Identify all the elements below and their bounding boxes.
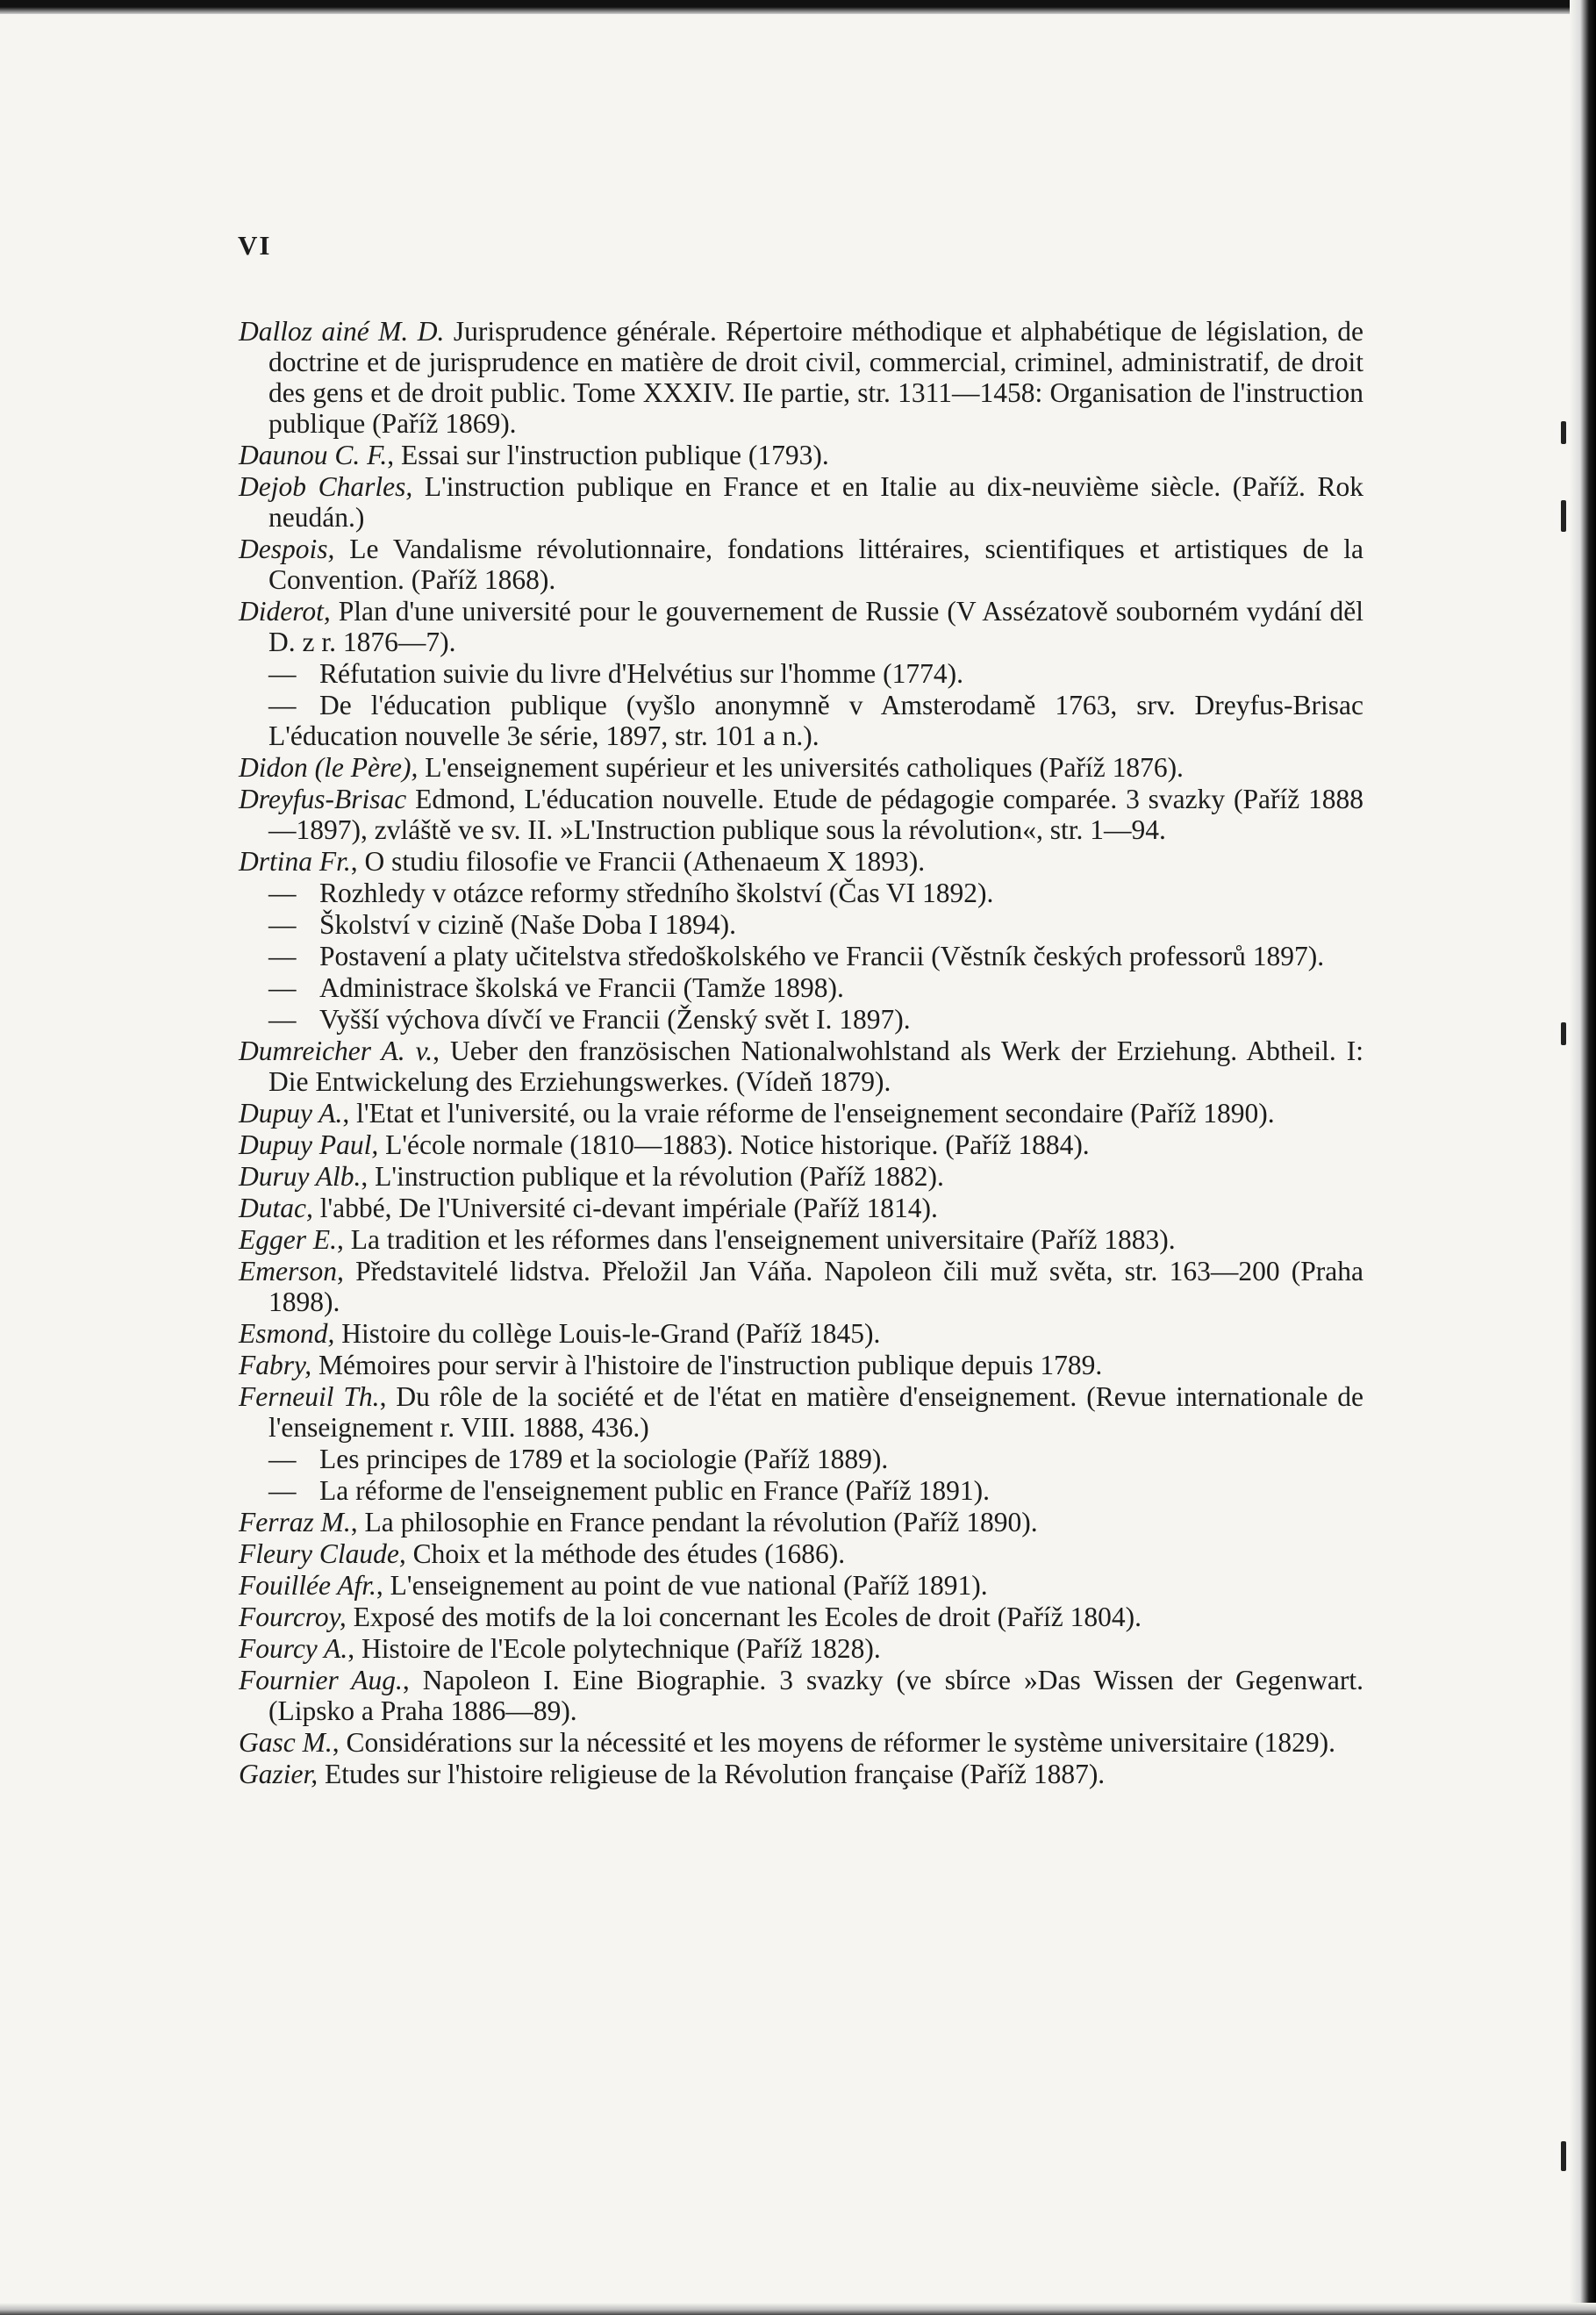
- em-dash: —: [268, 941, 297, 971]
- entry-text: Le Vandalisme révolutionnaire, fondations littéraires, scientifiques et artistiques de la Convention. (Paříž 1868).: [268, 534, 1363, 595]
- bibliography-entry: [239, 471, 1363, 533]
- entry-author: Dejob Charles,: [239, 471, 413, 502]
- entry-text: L'instruction publique en France et en Italie au dix-neuvième siècle. (Paříž. Rok neudán.): [268, 471, 1363, 533]
- bibliography-entry: [239, 1193, 1363, 1223]
- entry-author: Dreyfus-Brisac: [239, 784, 407, 814]
- entry-text: Školství v cizině (Naše Doba I 1894).: [319, 909, 737, 940]
- entry-author: Fourcroy,: [239, 1602, 347, 1632]
- bibliography-entry: [239, 1350, 1363, 1380]
- entry-author: Duruy Alb.: [239, 1161, 361, 1192]
- margin-mark: [1561, 421, 1566, 444]
- entry-author: Drtina Fr.: [239, 846, 351, 877]
- entry-text: Postavení a platy učitelstva středoškolského ve Francii (Věstník českých professorů 1897).: [319, 941, 1325, 971]
- bibliography-subentry: [239, 909, 1363, 940]
- entry-text: Etudes sur l'histoire religieuse de la Révolution française (Paříž 1887).: [318, 1759, 1106, 1789]
- bibliography-entry: [239, 1256, 1363, 1317]
- entry-text: Představitelé lidstva. Přeložil Jan Váňa. Napoleon čili muž světa, str. 163—200 (Praha 1898).: [268, 1256, 1363, 1317]
- bibliography-entry: [239, 1098, 1363, 1129]
- bibliography-entry: [239, 1224, 1363, 1255]
- bibliography-entry: [239, 1570, 1363, 1601]
- page-number: VI: [238, 230, 272, 261]
- entry-text: Choix et la méthode des études (1686).: [405, 1538, 846, 1569]
- bibliography-subentry: [239, 941, 1363, 971]
- entry-text: , L'instruction publique et la révolution (Paříž 1882).: [361, 1161, 944, 1192]
- bibliography-subentry: [239, 878, 1363, 908]
- margin-mark: [1561, 500, 1566, 532]
- entry-text: Vyšší výchova dívčí ve Francii (Ženský svět I. 1897).: [319, 1004, 911, 1035]
- entry-author: Dupuy Paul,: [239, 1129, 379, 1160]
- entry-text: Jurisprudence générale. Répertoire méthodique et alphabétique de législation, de doctrine et de jurisprudence en matière de droit civil, commercial, criminel, administratif, de droit des gens et de droit public. Tome XXXIV. IIe partie, str. 1311—1458: Organisation de l'instruction publique (Paříž 1869).: [268, 316, 1364, 439]
- entry-author: Fabry,: [239, 1350, 312, 1380]
- bibliography-entry: [239, 534, 1363, 595]
- bibliography-entry: [239, 596, 1363, 657]
- entry-text: La réforme de l'enseignement public en France (Paříž 1891).: [319, 1475, 990, 1506]
- entry-author: Despois,: [239, 534, 335, 564]
- entry-text: Rozhledy v otázce reformy středního školství (Čas VI 1892).: [319, 878, 994, 908]
- entry-author: Fouillée Afr.: [239, 1570, 376, 1601]
- bibliography-entry: [239, 440, 1363, 470]
- entry-text: Edmond, L'éducation nouvelle. Etude de pédagogie comparée. 3 svazky (Paříž 1888—1897), zvláště ve sv. II. »L'Instruction publique sous la révolution«, str. 1—94.: [268, 784, 1363, 845]
- entry-text: , La philosophie en France pendant la révolution (Paříž 1890).: [350, 1507, 1038, 1537]
- scan-bottom-edge: [0, 2303, 1596, 2315]
- bibliography-subentry: [239, 1475, 1363, 1506]
- em-dash: —: [268, 1444, 297, 1474]
- entry-text: l'abbé, De l'Université ci-devant impériale (Paříž 1814).: [312, 1193, 938, 1223]
- bibliography-entry: [239, 1633, 1363, 1664]
- entry-author: Gasc M.: [239, 1727, 333, 1758]
- entry-author: Dutac,: [239, 1193, 313, 1223]
- bibliography-subentry: [239, 690, 1363, 751]
- entry-text: , Napoleon I. Eine Biographie. 3 svazky (ve sbírce »Das Wissen der Gegenwart. (Lipsko a Praha 1886—89).: [268, 1665, 1363, 1726]
- entry-text: L'école normale (1810—1883). Notice historique. (Paříž 1884).: [378, 1129, 1090, 1160]
- bibliography-entry: [239, 1759, 1363, 1789]
- em-dash: —: [268, 1004, 297, 1035]
- em-dash: —: [268, 909, 297, 940]
- bibliography-entry: [239, 1381, 1363, 1443]
- entry-text: , O studiu filosofie ve Francii (Athenaeum X 1893).: [350, 846, 926, 877]
- bibliography-entry: [239, 1507, 1363, 1537]
- entry-text: , La tradition et les réformes dans l'enseignement universitaire (Paříž 1883).: [336, 1224, 1176, 1255]
- bibliography-entry: [239, 1318, 1363, 1349]
- bibliography-entry: [239, 752, 1363, 783]
- entry-author: Fleury Claude,: [239, 1538, 406, 1569]
- bibliography-entry: [239, 1161, 1363, 1192]
- entry-author: Daunou C. F.: [239, 440, 388, 470]
- entry-author: Ferneuil Th.: [239, 1381, 380, 1412]
- bibliography-entry: [239, 1129, 1363, 1160]
- bibliography-entry: [239, 1602, 1363, 1632]
- entry-text: Réfutation suivie du livre d'Helvétius sur l'homme (1774).: [319, 658, 963, 689]
- entry-author: Didon (le Père),: [239, 752, 419, 783]
- entry-text: L'enseignement supérieur et les universités catholiques (Paříž 1876).: [418, 752, 1184, 783]
- entry-author: Gazier,: [239, 1759, 318, 1789]
- bibliography-entry: [239, 316, 1363, 439]
- bibliography-subentry: [239, 658, 1363, 689]
- entry-text: , Considérations sur la nécessité et les moyens de réformer le système universitaire (1829).: [332, 1727, 1336, 1758]
- entry-text: Exposé des motifs de la loi concernant les Ecoles de droit (Paříž 1804).: [346, 1602, 1142, 1632]
- bibliography-entry: [239, 784, 1363, 845]
- entry-text: , Du rôle de la société et de l'état en matière d'enseignement. (Revue internationale de l'enseignement r. VIII. 1888, 436.): [268, 1381, 1363, 1443]
- margin-mark: [1561, 1022, 1566, 1045]
- em-dash: —: [268, 690, 297, 720]
- bibliography-entry: [239, 1665, 1363, 1726]
- entry-author: Egger E.: [239, 1224, 337, 1255]
- em-dash: —: [268, 1475, 297, 1506]
- entry-text: Les principes de 1789 et la sociologie (Paříž 1889).: [319, 1444, 889, 1474]
- entry-author: Diderot,: [239, 596, 331, 627]
- entry-author: Esmond,: [239, 1318, 335, 1349]
- entry-text: , L'enseignement au point de vue national (Paříž 1891).: [376, 1570, 988, 1601]
- entry-author: Emerson,: [239, 1256, 344, 1287]
- bibliography-entry: [239, 1727, 1363, 1758]
- entry-text: , l'Etat et l'université, ou la vraie réforme de l'enseignement secondaire (Paříž 1890).: [342, 1098, 1275, 1129]
- entry-author: Dalloz ainé M. D.: [239, 316, 445, 347]
- bibliography-subentry: [239, 1004, 1363, 1035]
- em-dash: —: [268, 972, 297, 1003]
- entry-author: Dumreicher A. v.: [239, 1036, 433, 1066]
- entry-author: Fournier Aug.: [239, 1665, 403, 1695]
- entry-author: Ferraz M.: [239, 1507, 351, 1537]
- entry-text: , Essai sur l'instruction publique (1793).: [387, 440, 829, 470]
- entry-text: Histoire du collège Louis-le-Grand (Paříž 1845).: [334, 1318, 881, 1349]
- scan-top-edge: [0, 0, 1596, 14]
- margin-mark: [1561, 2141, 1566, 2171]
- entry-text: Mémoires pour servir à l'histoire de l'instruction publique depuis 1789.: [311, 1350, 1103, 1380]
- bibliography-subentry: [239, 1444, 1363, 1474]
- bibliography-entry: [239, 846, 1363, 877]
- entry-author: Fourcy A.: [239, 1633, 348, 1664]
- entry-text: De l'éducation publique (vyšlo anonymně v Amsterodamě 1763, srv. Dreyfus-Brisac L'éducation nouvelle 3e série, 1897, str. 101 a n.).: [268, 690, 1363, 751]
- scan-right-edge: [1570, 0, 1596, 2315]
- em-dash: —: [268, 658, 297, 689]
- entry-text: Administrace školská ve Francii (Tamže 1898).: [319, 972, 844, 1003]
- bibliography-subentry: [239, 972, 1363, 1003]
- entry-author: Dupuy A.: [239, 1098, 343, 1129]
- entry-text: Plan d'une université pour le gouvernement de Russie (V Assézatově souborném vydání děl D. z r. 1876—7).: [268, 596, 1363, 657]
- em-dash: —: [268, 878, 297, 908]
- entry-text: , Histoire de l'Ecole polytechnique (Paříž 1828).: [347, 1633, 881, 1664]
- entry-text: , Ueber den französischen Nationalwohlstand als Werk der Erziehung. Abtheil. I: Die Entwickelung des Erziehungswerkes. (Vídeň 1879).: [268, 1036, 1363, 1097]
- bibliography-entry: [239, 1036, 1363, 1097]
- bibliography-list: [239, 316, 1363, 1790]
- bibliography-entry: [239, 1538, 1363, 1569]
